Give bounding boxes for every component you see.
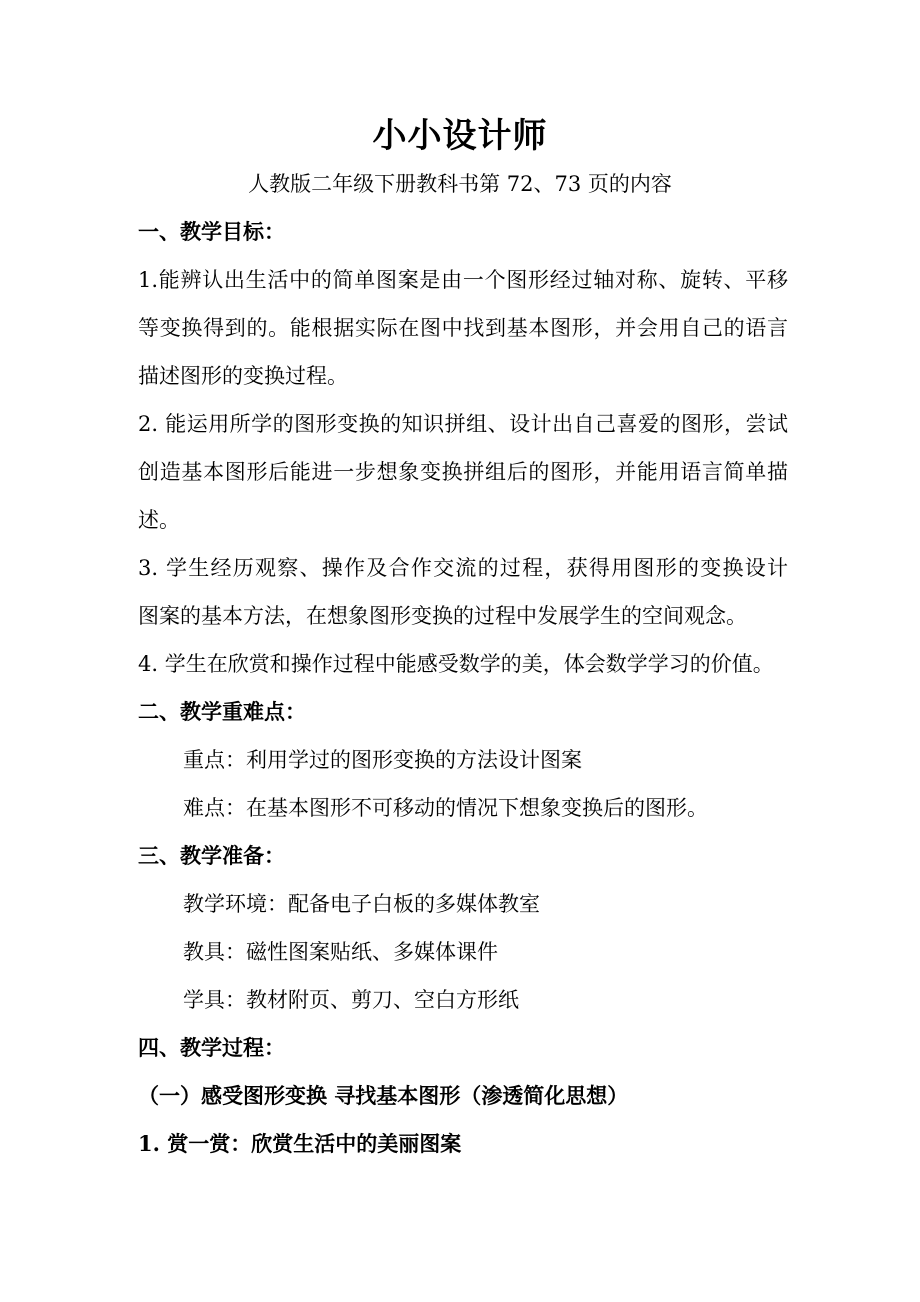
section-heading-objectives: 一、教学目标： [138, 219, 285, 244]
document-subtitle: 人教版二年级下册教科书第 72、73 页的内容 [248, 172, 672, 196]
objective-1-line-3: 描述图形的变换过程。 [138, 364, 348, 388]
objective-1-line-2: 等变换得到的。能根据实际在图中找到基本图形，并会用自己的语言 [138, 316, 788, 340]
process-step-1-heading: 1. 赏一赏：欣赏生活中的美丽图案 [138, 1131, 462, 1156]
difficulty-text: 难点：在基本图形不可移动的情况下想象变换后的图形。 [183, 796, 708, 820]
objective-3-line-2: 图案的基本方法，在想象图形变换的过程中发展学生的空间观念。 [138, 604, 747, 628]
section-heading-preparation: 三、教学准备： [138, 843, 285, 868]
process-part-1-heading: （一）感受图形变换 寻找基本图形（渗透简化思想） [138, 1083, 629, 1108]
key-point-text: 重点：利用学过的图形变换的方法设计图案 [183, 748, 582, 772]
objective-2-line-3: 述。 [138, 508, 180, 532]
document-title: 小小设计师 [372, 116, 548, 156]
objective-2-line-1: 2. 能运用所学的图形变换的知识拼组、设计出自己喜爱的图形，尝试 [138, 412, 788, 436]
objective-3-line-1: 3. 学生经历观察、操作及合作交流的过程，获得用图形的变换设计 [138, 556, 788, 580]
section-heading-process: 四、教学过程： [138, 1035, 285, 1060]
preparation-teaching-aids: 教具：磁性图案贴纸、多媒体课件 [183, 940, 498, 964]
preparation-student-aids: 学具：教材附页、剪刀、空白方形纸 [183, 988, 519, 1012]
objective-2-line-2: 创造基本图形后能进一步想象变换拼组后的图形，并能用语言简单描 [138, 460, 788, 484]
section-heading-key-points: 二、教学重难点： [138, 699, 306, 724]
objective-4-line-1: 4. 学生在欣赏和操作过程中能感受数学的美，体会数学学习的价值。 [138, 652, 774, 676]
objective-1-line-1: 1.能辨认出生活中的简单图案是由一个图形经过轴对称、旋转、平移 [138, 268, 788, 292]
preparation-environment: 教学环境：配备电子白板的多媒体教室 [183, 892, 540, 916]
